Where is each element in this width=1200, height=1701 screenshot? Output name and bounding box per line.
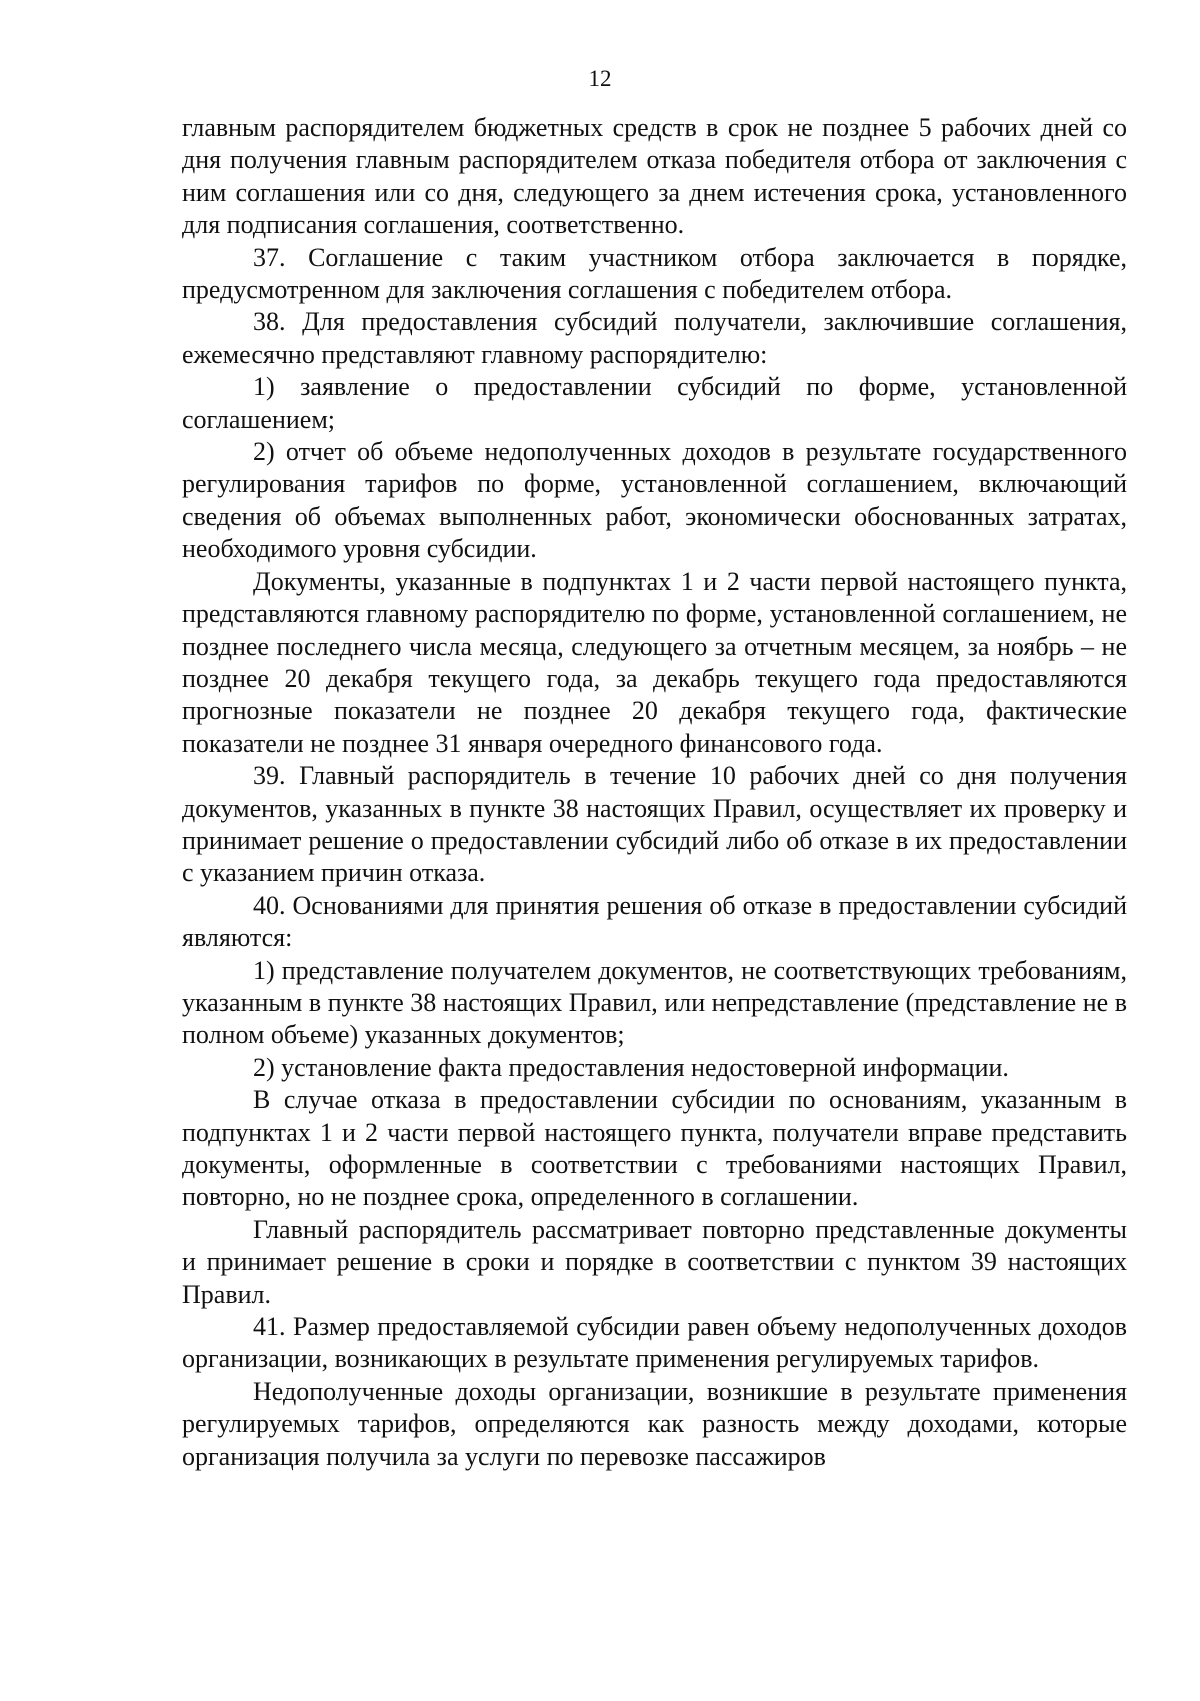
paragraph: 37. Соглашение с таким участником отбора заключается в порядке, предусмотренном для заключения соглашения с победителем отбора. <box>182 242 1127 305</box>
paragraph: 41. Размер предоставляемой субсидии равен объему недополученных доходов организации, возникающих в результате применения регулируемых тарифов. <box>182 1312 1127 1374</box>
document-body <box>182 112 1127 1473</box>
paragraph: главным распорядителем бюджетных средств в срок не позднее 5 рабочих дней со дня получения главным распорядителем отказа победителя отбора от заключения с ним соглашения или со дня, следующего за днем истечения срока, установленного для подписания соглашения, соответственно. <box>182 113 1127 240</box>
page-number: 12 <box>588 66 612 91</box>
paragraph: Недополученные доходы организации, возникшие в результате применения регулируемых тарифов, определяются как разность между доходами, которые организация получила за услуги по перевозке пассажиров <box>182 1376 1127 1471</box>
list-item: 1) заявление о предоставлении субсидий по форме, установленной соглашением; <box>182 372 1127 434</box>
paragraph: В случае отказа в предоставлении субсидии по основаниям, указанным в подпунктах 1 и 2 части первой настоящего пункта, получатели вправе представить документы, оформленные в соответствии с требованиями настоящих Правил, повторно, но не позднее срока, определенного в соглашении. <box>182 1085 1127 1212</box>
paragraph: Документы, указанные в подпунктах 1 и 2 части первой настоящего пункта, представляются главному распорядителю по форме, установленной соглашением, не позднее последнего числа месяца, следующего за отчетным месяцем, за ноябрь – не позднее 20 декабря текущего года, за декабрь текущего года предоставляются прогнозные показатели не позднее 20 декабря текущего года, фактические показатели не позднее 31 января очередного финансового года. <box>182 566 1127 758</box>
list-item: 2) отчет об объеме недополученных доходов в результате государственного регулирования тарифов по форме, установленной соглашением, включающий сведения об объемах выполненных работ, экономически обоснованных затратах, необходимого уровня субсидии. <box>182 437 1127 564</box>
list-item: 2) установление факта предоставления недостоверной информации. <box>253 1052 1009 1082</box>
paragraph: 39. Главный распорядитель в течение 10 рабочих дней со дня получения документов, указанных в пункте 38 настоящих Правил, осуществляет их проверку и принимает решение о предоставлении субсидий либо об отказе в их предоставлении с указанием причин отказа. <box>182 761 1127 888</box>
paragraph: 40. Основаниями для принятия решения об отказе в предоставлении субсидий являются: <box>182 890 1127 953</box>
paragraph: 38. Для предоставления субсидий получатели, заключившие соглашения, ежемесячно представляют главному распорядителю: <box>182 307 1127 369</box>
paragraph: Главный распорядитель рассматривает повторно представленные документы и принимает решение в сроки и порядке в соответствии с пунктом 39 настоящих Правил. <box>182 1214 1127 1309</box>
list-item: 1) представление получателем документов, не соответствующих требованиям, указанным в пункте 38 настоящих Правил, или непредставление (представление не в полном объеме) указанных документов; <box>182 955 1127 1050</box>
